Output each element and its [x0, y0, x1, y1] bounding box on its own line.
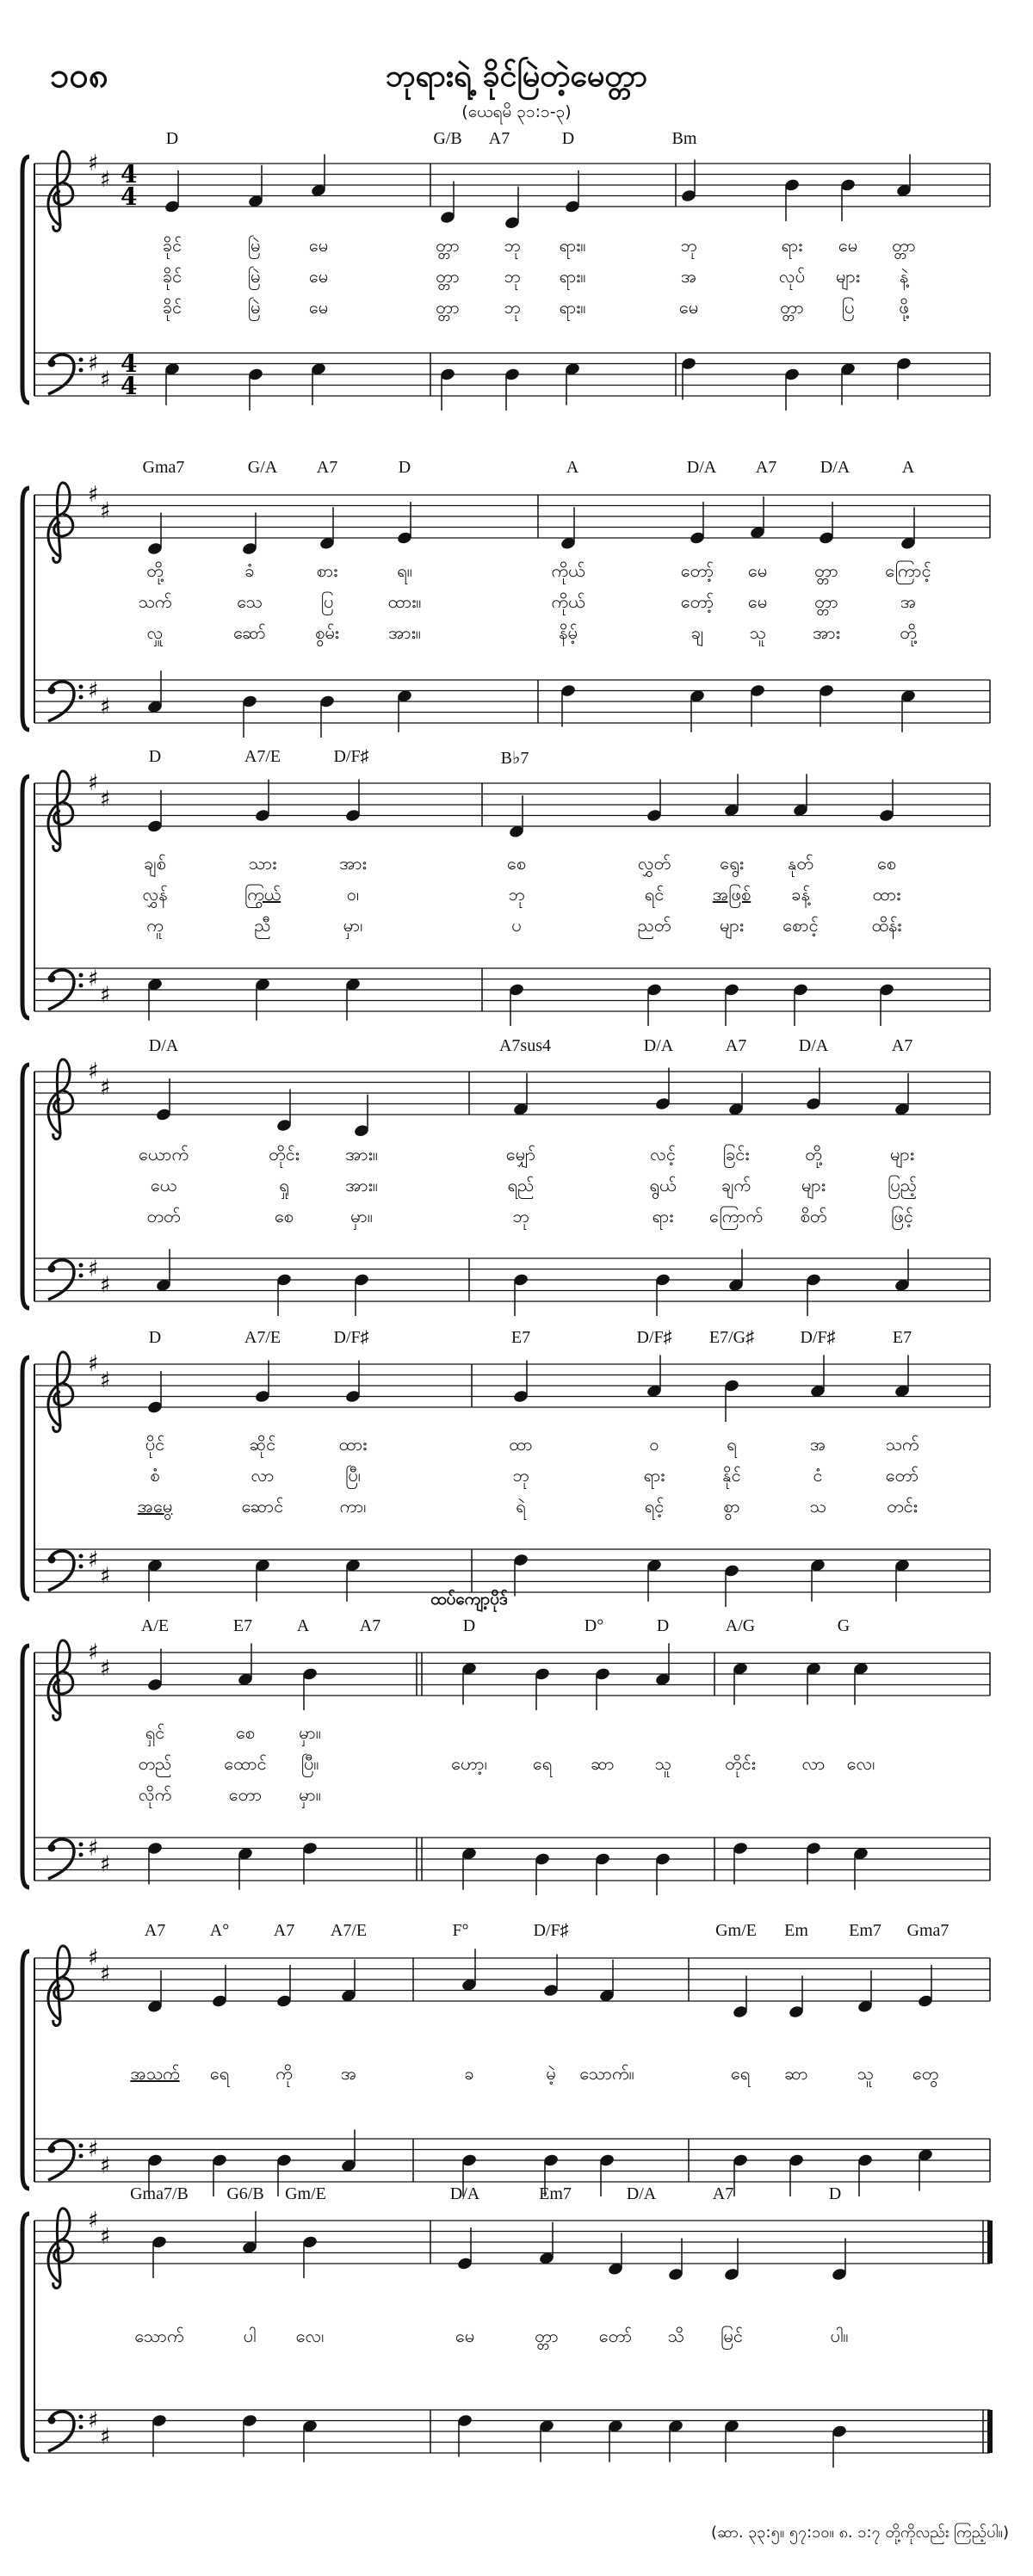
- lyric-verse-1: နုတ်: [788, 853, 813, 874]
- lyric-verse-1: ရား။: [559, 235, 586, 256]
- lyric-verse-2: ငံ: [813, 1465, 823, 1486]
- lyric-verse-1: ကို: [275, 2063, 293, 2084]
- lyric-verse-3: စိတ်: [800, 1206, 827, 1226]
- chord-symbol: Gma7/B: [130, 2184, 189, 2203]
- key-signature-sharp: ♯: [88, 350, 99, 377]
- system-bracket: [22, 1065, 29, 1308]
- lyric-verse-1: တ္တာ: [535, 2326, 559, 2346]
- lyric-verse-3: ဘု: [504, 297, 521, 318]
- lyric-verse-1: ခြင်း: [722, 1144, 750, 1164]
- lyric-verse-2: ထောင်: [224, 1753, 267, 1774]
- chord-symbol: D: [561, 129, 575, 148]
- bass-clef-dot: [79, 368, 84, 373]
- lyric-verse-2: များ: [836, 266, 860, 287]
- key-signature-sharp: ♯: [100, 1851, 111, 1878]
- chord-symbol: A7: [755, 458, 777, 477]
- lyric-verse-2: သေ: [237, 591, 263, 612]
- lyric-verse-3: တ္တာ: [436, 297, 460, 318]
- bass-clef-dot: [48, 2417, 56, 2425]
- chord-symbol: Gm/E: [715, 1921, 757, 1940]
- lyric-verse-1: သူ: [857, 2063, 874, 2084]
- lyric-verse-3: ရင့်: [644, 1496, 665, 1517]
- chord-symbol: F°: [452, 1921, 469, 1940]
- time-signature-bottom: 4: [121, 372, 138, 400]
- lyric-verse-1: စေ: [876, 853, 897, 874]
- chord-symbol: E7/G♯: [708, 1328, 755, 1347]
- lyric-verse-1: သား: [248, 853, 277, 874]
- chord-symbol: G: [837, 1616, 851, 1635]
- lyric-verse-1: ကြောင့်: [885, 560, 931, 581]
- page-number: ၁၀၈: [50, 55, 108, 96]
- lyric-verse-2: ရှု: [279, 1175, 289, 1195]
- lyric-verse-1: ပါ: [243, 2326, 257, 2346]
- key-signature-sharp: ♯: [100, 367, 111, 393]
- key-signature-sharp: ♯: [100, 2223, 111, 2250]
- lyric-verse-2: ရည်: [507, 1175, 535, 1195]
- lyric-verse-2: ဆာ: [591, 1753, 615, 1774]
- lyric-verse-2: ရေ: [532, 1753, 553, 1774]
- lyric-verse-1: ရွေး: [720, 853, 744, 874]
- lyric-verse-1: မှာ။: [299, 1722, 321, 1743]
- chord-symbol: A7: [273, 1921, 295, 1940]
- bass-clef-dot: [48, 687, 56, 695]
- key-signature-sharp: ♯: [88, 2407, 99, 2434]
- lyric-verse-3: ဖို့: [899, 297, 909, 318]
- lyric-verse-1: ရား: [781, 235, 803, 256]
- time-signature-top: 4: [121, 349, 138, 378]
- system-bracket: [22, 1646, 29, 1887]
- chord-symbol: Gma7: [142, 458, 185, 477]
- lyric-verse-1: လွှတ်: [637, 853, 671, 874]
- lyric-verse-2: များ: [801, 1175, 826, 1195]
- lyric-verse-3: တော: [228, 1784, 263, 1805]
- lyric-verse-2: တော့်: [680, 591, 714, 612]
- key-signature-sharp: ♯: [100, 1961, 111, 1987]
- lyric-verse-2: မေ: [747, 591, 768, 612]
- chord-symbol: A7: [488, 129, 510, 148]
- lyric-verse-3: ဘု: [512, 1206, 529, 1226]
- lyric-verse-1: ဆိုင်: [249, 1434, 276, 1455]
- chord-symbol: A/G: [725, 1616, 756, 1635]
- lyric-verse-2: ဘု: [508, 884, 525, 905]
- lyric-verse-1: မေ: [747, 560, 768, 581]
- hymn-title: ဘုရားရဲ့ ခိုင်မြဲတဲ့မေတ္တာ: [385, 59, 648, 94]
- lyric-verse-1: မေ: [838, 235, 858, 256]
- key-signature-sharp: ♯: [88, 1835, 99, 1862]
- lyric-verse-3: စေ: [274, 1206, 294, 1226]
- key-signature-sharp: ♯: [100, 1367, 111, 1393]
- key-signature-sharp: ♯: [88, 1945, 99, 1971]
- chord-symbol: D: [148, 747, 162, 766]
- bass-clef-dot: [79, 984, 84, 988]
- chord-symbol: D/F♯: [333, 1328, 369, 1347]
- bass-clef-dot: [79, 973, 84, 978]
- lyric-verse-2: ရား။: [559, 266, 586, 287]
- lyric-verse-2: မေ: [308, 266, 329, 287]
- lyric-verse-1: မျှော်: [505, 1144, 536, 1164]
- lyric-verse-1: မေ: [308, 235, 329, 256]
- chord-symbol: D/F♯: [800, 1328, 836, 1347]
- lyric-verse-2: ရား: [643, 1465, 665, 1486]
- key-signature-sharp: ♯: [100, 1655, 111, 1682]
- key-signature-sharp: ♯: [88, 2208, 99, 2233]
- lyric-verse-3: တင်း: [887, 1496, 918, 1517]
- bass-clef-dot: [48, 2146, 56, 2153]
- lyric-verse-1: ရ: [727, 1434, 737, 1455]
- bass-clef-dot: [48, 1844, 56, 1852]
- lyric-verse-3: တတ်: [146, 1206, 181, 1226]
- lyric-verse-3: တို့: [900, 622, 917, 643]
- chord-symbol: D/F♯: [333, 747, 369, 766]
- chord-symbol: A/E: [140, 1616, 170, 1635]
- chord-symbol: D: [398, 458, 411, 477]
- lyric-verse-1: တော့်: [680, 560, 714, 581]
- lyric-verse-3: နိမ့်: [559, 622, 578, 643]
- lyric-verse-3: ဆောင်: [241, 1496, 284, 1517]
- lyric-verse-2: ချက်: [721, 1175, 751, 1195]
- key-signature-sharp: ♯: [88, 2136, 99, 2163]
- lyric-verse-1: ထာ: [509, 1434, 533, 1455]
- chord-symbol: Em7: [539, 2184, 572, 2203]
- lyric-verse-2: တော်: [885, 1465, 919, 1486]
- lyric-verse-2: ရင်: [644, 884, 665, 905]
- lyric-verse-1: ဘု: [504, 235, 521, 256]
- lyric-verse-1: မြဲ: [247, 235, 261, 256]
- lyric-verse-1: စေ: [235, 1722, 256, 1743]
- lyric-verse-3: ညတ်: [637, 915, 671, 936]
- chord-symbol: D: [656, 1616, 670, 1635]
- lyric-verse-3: မှာ။: [350, 1206, 373, 1226]
- lyric-verse-3: ရား: [652, 1206, 674, 1226]
- key-signature-sharp: ♯: [100, 1272, 111, 1299]
- lyric-verse-2: အ: [680, 266, 697, 287]
- key-signature-sharp: ♯: [88, 966, 99, 992]
- chord-symbol: D/F♯: [636, 1328, 672, 1347]
- key-signature-sharp: ♯: [88, 1256, 99, 1282]
- chord-symbol: A7sus4: [498, 1036, 552, 1055]
- lyric-verse-3: မြဲ: [247, 297, 261, 318]
- lyric-verse-2: ဟော့၊: [451, 1753, 487, 1774]
- lyric-verse-1: ရ။: [397, 560, 412, 581]
- lyric-verse-3: ကာ၊: [339, 1496, 367, 1517]
- lyric-verse-1: ခ: [464, 2063, 474, 2084]
- lyric-verse-1: စေ: [506, 853, 527, 874]
- key-signature-sharp: ♯: [88, 1059, 99, 1084]
- bass-clef-dot: [79, 1263, 84, 1268]
- lyric-verse-3: တ္တာ: [780, 297, 804, 318]
- key-signature-sharp: ♯: [100, 166, 111, 193]
- bass-clef-dot: [79, 2154, 84, 2159]
- key-signature-sharp: ♯: [100, 2153, 111, 2179]
- chord-symbol: A: [901, 458, 915, 477]
- lyric-verse-3: ရဲ: [516, 1496, 526, 1517]
- lyric-verse-1: ခိုင်: [162, 235, 182, 256]
- lyric-verse-3: လိုက်: [138, 1784, 172, 1805]
- lyric-verse-1: ခံ: [244, 560, 255, 581]
- lyric-verse-1: ပါ။: [830, 2326, 849, 2346]
- bass-clef-dot: [79, 1843, 84, 1847]
- chord-symbol: D: [828, 2184, 842, 2203]
- final-barline-thick: [987, 2221, 993, 2264]
- lyric-verse-2: ကိုယ်: [551, 591, 585, 612]
- lyric-verse-3: မှာ၊: [343, 915, 363, 936]
- chord-symbol: D/A: [798, 1036, 829, 1055]
- lyric-verse-1: လေ၊: [295, 2326, 325, 2346]
- chord-symbol: E7: [232, 1616, 253, 1635]
- chord-symbol: E7: [892, 1328, 912, 1347]
- chord-symbol: Bm: [671, 129, 697, 148]
- system-bracket: [22, 157, 29, 403]
- lyric-verse-3: ချ: [690, 622, 704, 643]
- lyric-verse-1: ချစ်: [144, 853, 166, 874]
- lyric-verse-1: ယောက်: [138, 1144, 189, 1164]
- key-signature-sharp: ♯: [100, 497, 111, 524]
- lyric-verse-3: ပ: [511, 915, 522, 936]
- system-bracket: [22, 2214, 29, 2460]
- lyric-verse-3: စောင့်: [782, 915, 819, 936]
- lyric-verse-2: အဖြစ်: [712, 884, 752, 905]
- key-signature-sharp: ♯: [100, 1074, 111, 1101]
- bass-clef-dot: [48, 975, 56, 983]
- bass-clef-dot: [79, 685, 84, 689]
- lyric-verse-1: အသက်: [130, 2063, 180, 2084]
- lyric-verse-1: ဘု: [680, 235, 697, 256]
- lyric-verse-1: ဝ: [649, 1434, 659, 1455]
- lyric-verse-2: မြဲ: [247, 266, 261, 287]
- lyric-verse-1: ရေ: [209, 2063, 230, 2084]
- lyric-verse-2: ထား။: [387, 591, 422, 612]
- bass-clef-dot: [79, 695, 84, 700]
- system-bracket: [22, 776, 29, 1018]
- lyric-verse-2: နိုင်: [722, 1465, 741, 1486]
- lyric-verse-3: ညီ: [254, 915, 271, 936]
- chord-symbol: Em7: [849, 1921, 881, 1940]
- chord-symbol: A: [296, 1616, 310, 1635]
- key-signature-sharp: ♯: [88, 482, 99, 508]
- lyric-verse-1: တော်: [598, 2326, 633, 2346]
- lyric-verse-1: တို့: [805, 1144, 822, 1164]
- final-barline-thick: [987, 2410, 993, 2453]
- lyric-verse-2: ဝ၊: [346, 884, 360, 905]
- lyric-verse-1: ထား: [338, 1434, 368, 1455]
- key-signature-sharp: ♯: [100, 2424, 111, 2450]
- lyric-verse-1: တို့: [146, 560, 164, 581]
- chord-symbol: G/A: [247, 458, 278, 477]
- lyric-verse-3: လှူ: [146, 622, 164, 643]
- lyric-verse-1: သက်: [885, 1434, 919, 1455]
- chord-symbol: B♭7: [500, 749, 529, 768]
- lyric-verse-2: ခန့်: [791, 884, 810, 905]
- time-signature-top: 4: [121, 160, 138, 188]
- lyric-verse-1: ရေ: [730, 2063, 751, 2084]
- lyric-verse-3: မှာ။: [299, 1784, 321, 1805]
- chord-symbol: D: [462, 1616, 476, 1635]
- chord-symbol: Gma7: [906, 1921, 949, 1940]
- lyric-verse-2: သက်: [138, 591, 172, 612]
- lyric-verse-1: တိုင်း: [269, 1144, 300, 1164]
- lyric-verse-1: လင့်: [650, 1144, 676, 1164]
- lyric-verse-3: စွမ်း: [315, 622, 339, 643]
- chord-symbol: A7: [144, 1921, 166, 1940]
- lyric-verse-2: လေ၊: [846, 1753, 875, 1774]
- lyric-verse-1: မြင်: [721, 2326, 743, 2346]
- bass-clef-dot: [79, 358, 84, 362]
- lyric-verse-2: လာ: [801, 1753, 826, 1774]
- lyric-verse-1: မဲ့: [546, 2063, 556, 2084]
- lyric-verse-2: ကြွယ်: [244, 884, 281, 905]
- lyric-verse-2: နဲ့: [899, 266, 909, 287]
- chord-symbol: D/A: [449, 2184, 480, 2203]
- chord-symbol: D/A: [643, 1036, 674, 1055]
- chord-symbol: A7: [725, 1036, 747, 1055]
- key-signature-sharp: ♯: [88, 1640, 99, 1665]
- chord-symbol: E7: [510, 1328, 531, 1347]
- chord-symbol: D/F♯: [533, 1921, 569, 1940]
- footnote: (ဆာ. ၃၃:၅။ ၅၇:၁၀။ ၈. ၁:၇ တို့ကိုလည်း ကြည့်ပါ။): [711, 2523, 1009, 2542]
- chord-symbol: A7/E: [244, 747, 281, 766]
- key-signature-sharp: ♯: [88, 1351, 99, 1377]
- key-signature-sharp: ♯: [100, 786, 111, 812]
- lyric-verse-2: သူ: [654, 1753, 671, 1774]
- scripture-reference: (ယေရမိ ၃၁:၁-၃): [461, 102, 572, 121]
- chord-symbol: A7: [712, 2184, 734, 2203]
- key-signature-sharp: ♯: [100, 982, 111, 1009]
- lyric-verse-2: ပြ: [320, 591, 334, 612]
- bass-clef-dot: [79, 1554, 84, 1559]
- lyric-verse-3: ကြောက်: [709, 1206, 763, 1226]
- lyric-verse-1: ရှင်: [145, 1722, 165, 1743]
- lyric-verse-1: ကိုယ်: [551, 560, 585, 581]
- lyric-verse-1: ပိုင်: [145, 1434, 165, 1455]
- lyric-verse-2: အ: [900, 591, 917, 612]
- chord-symbol: D: [165, 129, 179, 148]
- lyric-verse-2: ယေ: [150, 1175, 177, 1195]
- lyric-verse-2: ပြီ။: [300, 1753, 319, 1774]
- system-bracket: [22, 488, 29, 730]
- lyric-verse-1: တ္တာ: [892, 235, 916, 256]
- lyric-verse-2: ဘု: [504, 266, 521, 287]
- key-signature-sharp: ♯: [88, 151, 99, 176]
- lyric-verse-1: တ္တာ: [814, 560, 838, 581]
- lyric-verse-3: များ: [720, 915, 744, 936]
- lyric-verse-2: တိုင်း: [725, 1753, 756, 1774]
- lyric-verse-1: တွေ: [912, 2063, 939, 2084]
- lyric-verse-2: ပြီ၊: [345, 1465, 361, 1486]
- lyric-verse-2: ဘု: [512, 1465, 529, 1486]
- lyric-verse-1: အား။: [345, 1144, 378, 1164]
- lyric-verse-3: ကူ: [146, 915, 164, 936]
- refrain-label: ထပ်ကျော့ပိုဒ်: [430, 1590, 508, 1609]
- key-signature-sharp: ♯: [88, 677, 99, 704]
- chord-symbol: D/A: [626, 2184, 657, 2203]
- lyric-verse-3: ခိုင်: [162, 297, 182, 318]
- lyric-verse-2: တ္တာ: [436, 266, 460, 287]
- lyric-verse-3: အမွေ: [137, 1496, 173, 1517]
- bass-clef-dot: [79, 2144, 84, 2148]
- bass-clef-dot: [79, 1565, 84, 1569]
- lyric-verse-3: ပြ: [841, 297, 855, 318]
- bass-clef-dot: [79, 1853, 84, 1857]
- chord-symbol: D/A: [820, 458, 851, 477]
- bass-clef-dot: [79, 1274, 84, 1278]
- chord-symbol: A7/E: [244, 1328, 281, 1347]
- lyric-verse-3: စွာ: [723, 1496, 740, 1517]
- chord-symbol: G6/B: [226, 2184, 264, 2203]
- lyric-verse-2: ခိုင်: [162, 266, 182, 287]
- lyric-verse-1: ဆာ: [784, 2063, 808, 2084]
- chord-symbol: A: [566, 458, 579, 477]
- chord-symbol: Em: [784, 1921, 808, 1940]
- chord-symbol: A7: [891, 1036, 913, 1055]
- bass-clef-dot: [48, 360, 56, 368]
- lyric-verse-2: တည်: [138, 1753, 172, 1774]
- chord-symbol: A7: [316, 458, 338, 477]
- lyric-verse-3: အား။: [388, 622, 421, 643]
- chord-symbol: D/A: [686, 458, 717, 477]
- lyric-verse-1: အား: [339, 853, 367, 874]
- lyric-verse-3: ဆော်: [233, 622, 266, 643]
- lyric-verse-1: မေ: [455, 2326, 475, 2346]
- lyric-verse-1: အ: [809, 1434, 826, 1455]
- lyric-verse-3: အား: [813, 622, 840, 643]
- lyric-verse-3: သူ: [749, 622, 766, 643]
- lyric-verse-3: သ: [809, 1496, 826, 1517]
- key-signature-sharp: ♯: [88, 770, 99, 796]
- lyric-verse-2: လာ: [251, 1465, 275, 1486]
- lyric-verse-2: တ္တာ: [814, 591, 838, 612]
- bass-clef-dot: [48, 1556, 56, 1564]
- lyric-verse-3: ထိန်း: [871, 915, 902, 936]
- lyric-verse-1: သိ: [667, 2326, 684, 2346]
- chord-symbol: A°: [209, 1921, 230, 1940]
- lyric-verse-1: သောက်။: [579, 2063, 634, 2084]
- lyric-verse-3: မေ: [308, 297, 329, 318]
- chord-symbol: A7: [359, 1616, 381, 1635]
- system-bracket: [22, 1951, 29, 2189]
- lyric-verse-2: လွှန်: [142, 884, 168, 905]
- lyric-verse-3: ဖြင့်: [891, 1206, 913, 1226]
- lyric-verse-2: ထား: [872, 884, 901, 905]
- lyric-verse-2: ရွယ်: [649, 1175, 677, 1195]
- key-signature-sharp: ♯: [100, 694, 111, 720]
- lyric-verse-2: စံ: [150, 1465, 160, 1486]
- chord-symbol: D: [148, 1328, 162, 1347]
- key-signature-sharp: ♯: [100, 1563, 111, 1590]
- chord-symbol: D/A: [148, 1036, 179, 1055]
- lyric-verse-1: များ: [890, 1144, 914, 1164]
- lyric-verse-2: ပြည့်: [887, 1175, 918, 1195]
- lyric-verse-2: လုပ်: [778, 266, 806, 287]
- bass-clef-dot: [79, 2415, 84, 2419]
- chord-symbol: D°: [584, 1616, 604, 1635]
- lyric-verse-3: မေ: [678, 297, 699, 318]
- lyric-verse-2: အား။: [345, 1175, 378, 1195]
- key-signature-sharp: ♯: [88, 1547, 99, 1573]
- bass-clef-dot: [48, 1265, 56, 1273]
- lyric-verse-1: တ္တာ: [436, 235, 460, 256]
- lyric-verse-1: သောက်: [134, 2326, 184, 2346]
- time-signature-bottom: 4: [121, 182, 138, 211]
- bass-clef-dot: [79, 2425, 84, 2430]
- chord-symbol: G/B: [433, 129, 462, 148]
- chord-symbol: A7/E: [330, 1921, 368, 1940]
- lyric-verse-1: စား: [316, 560, 338, 581]
- chord-symbol: Gm/E: [285, 2184, 326, 2203]
- lyric-verse-3: ရား။: [559, 297, 586, 318]
- lyric-verse-1: အ: [340, 2063, 357, 2084]
- system-bracket: [22, 1357, 29, 1599]
